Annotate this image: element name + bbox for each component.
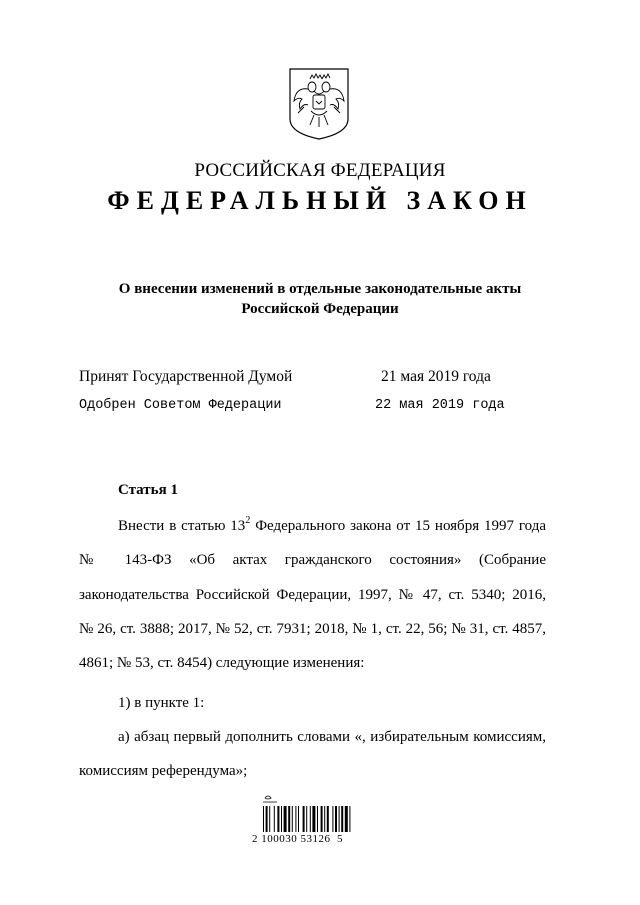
paragraph-1-line-1	[79, 509, 546, 543]
coat-of-arms-emblem	[288, 67, 350, 141]
country-name: РОССИЙСКАЯ ФЕДЕРАЦИЯ	[194, 160, 446, 181]
adoption-council-date: 22 мая 2019 года	[375, 398, 505, 413]
adoption-duma-label: Принят Государственной Думой	[79, 368, 293, 385]
paragraph-1-line-1-text-cont: Федерального закона от 15 ноября 1997 года	[250, 518, 546, 534]
paragraph-1-line-5: 4861; № 53, ст. 8454) следующие изменения:	[79, 655, 365, 672]
paragraph-3-line-1: а) абзац первый дополнить словами «, избирательным комиссиям,	[118, 729, 546, 745]
article-paragraph-2	[79, 686, 546, 720]
paragraph-1-line-4: № 26, ст. 3888; 2017, № 52, ст. 7931; 2018, № 1, ст. 22, 56; № 31, ст. 4857,	[79, 620, 546, 637]
document-type: ФЕДЕРАЛЬНЫЙ ЗАКОН	[107, 186, 533, 215]
article-paragraph-1	[79, 509, 546, 680]
paragraph-1-line-2: № 143-ФЗ «Об актах гражданского состояния» (Собрание	[79, 552, 546, 569]
adoption-council-label: Одобрен Советом Федерации	[79, 398, 282, 413]
paragraph-1-line-3: законодательства Российской Федерации, 1997, № 47, ст. 5340; 2016,	[79, 586, 546, 603]
law-title	[60, 279, 580, 319]
article-paragraph-3	[79, 720, 546, 789]
paragraph-1-line-1-text: Внести в статью 13	[118, 518, 246, 534]
article-heading: Статья 1	[118, 482, 178, 498]
law-title-line-1: О внесении изменений в отдельные законодательные акты	[118, 281, 522, 297]
law-title-line-2: Российской Федерации	[241, 301, 399, 317]
paragraph-3-line-2: комиссиям референдума»;	[79, 763, 248, 780]
paragraph-2-line-1: 1) в пункте 1:	[118, 695, 205, 711]
superscript-number: 2	[245, 515, 251, 526]
adoption-duma-date: 21 мая 2019 года	[381, 368, 491, 385]
barcode-number: 2 100030 53126 5	[252, 833, 343, 845]
